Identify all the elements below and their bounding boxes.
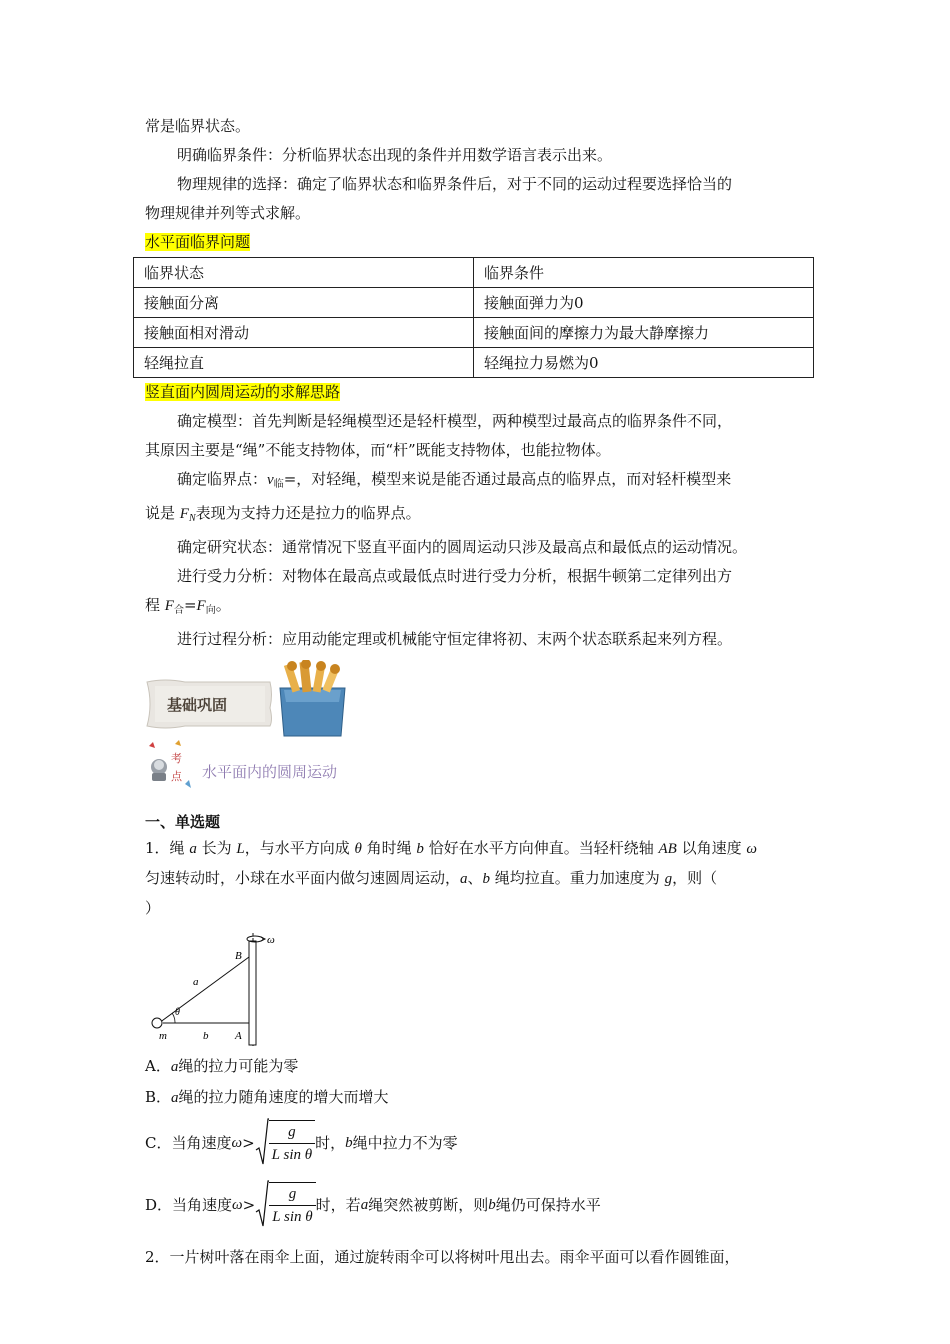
option-text: 绳中拉力不为零 [352,1134,458,1152]
math-var: b [345,1135,353,1151]
section-heading: 一、单选题 [145,813,221,831]
paragraph-model: 确定模型：首先判断是轻绳模型还是轻杆模型，两种模型过最高点的临界条件不同， [177,412,733,430]
table-cell: 接触面相对滑动 [134,318,474,348]
text-span: 匀速转动时，小球在水平面内做匀速圆周运动， [145,869,461,887]
math-var: ω [231,1135,243,1151]
topic-header [145,740,815,800]
option-text: 绳的拉力随角速度的增大而增大 [178,1088,389,1106]
table-cell: 接触面弹力为0 [474,288,814,318]
paragraph-process-analysis: 进行过程分析：应用动能定理或机械能守恒定律将初、末两个状态联系起来列方程。 [177,630,733,648]
kaodian-top: 考 [171,752,182,765]
kaodian-badge-icon [145,740,201,796]
label-m: m [159,1030,167,1042]
text-span: 绳均拉直。重力加速度为 [490,869,665,887]
highlight-title: 竖直面内圆周运动的求解思路 [145,383,341,401]
math-var: a [360,1197,369,1213]
paragraph-research-state: 确定研究状态：通常情况下竖直平面内的圆周运动只涉及最高点和最低点的运动情况。 [177,538,748,556]
sqrt-sign [255,1118,269,1168]
math-var: ω [746,841,757,857]
math-var: F [179,506,189,522]
question-1-figure [145,923,815,1051]
text-span: ，与水平方向成 [244,839,355,857]
option-label: A． [145,1057,171,1075]
label-theta: θ [175,1007,180,1018]
text-span: = [183,596,197,614]
paragraph-critical-point-cont [145,499,815,533]
text-span: 程 [145,596,165,614]
table-cell: 轻绳拉直 [134,348,474,378]
math-symbol: > [242,1134,255,1152]
sqrt-fraction [255,1180,315,1230]
text-span: 确定临界点： [177,470,268,488]
math-var: b [416,841,424,857]
math-var: a [170,1059,179,1075]
text-span: 恰好在水平方向伸直。当轻杆绕轴 [423,839,659,857]
intro-paragraph-laws-cont: 物理规律并列等式求解。 [145,204,311,222]
text-span: 说是 [145,504,180,522]
paragraph-critical-point [145,465,815,499]
math-var: v [267,472,274,488]
option-C[interactable] [145,1113,815,1173]
math-var: a [171,1090,179,1106]
text-span: ，则（ [672,869,718,887]
subscript: 临 [273,479,284,490]
math-var: b [482,871,491,887]
question-number: 1． [145,839,170,857]
denominator: L sin θ [272,1209,313,1225]
sqrt-sign [255,1180,269,1230]
text-span: 。 [215,596,231,614]
math-var: L [236,841,245,857]
subscript: N [188,513,196,524]
table-header-cell: 临界状态 [134,258,474,288]
text-span: 角时绳 [361,839,417,857]
label-A: A [235,1030,242,1042]
math-var: AB [658,841,677,857]
option-label: C． [145,1134,172,1152]
math-var: g [664,871,673,887]
paragraph-model-cont: 其原因主要是“绳”不能支持物体，而“杆”既能支持物体，也能拉物体。 [145,441,611,459]
question-1-line-3: ） [145,899,161,917]
text-span: =，对轻绳，模型来说是能否通过最高点的临界点，而对轻杆模型来 [283,470,732,488]
label-b: b [203,1030,209,1042]
question-1-line-1 [145,834,815,864]
option-text: 绳仍可保持水平 [495,1196,601,1214]
table-cell: 接触面分离 [134,288,474,318]
table-header-row [134,258,814,288]
rod-diagram [145,927,295,1051]
question-text: 一片树叶落在雨伞上面，通过旋转雨伞可以将树叶甩出去。雨伞平面可以看作圆锥面， [169,1248,740,1266]
label-B: B [235,950,242,962]
numerator: g [269,1183,315,1206]
option-text: 时，若 [315,1196,361,1214]
math-var: F [164,598,174,614]
intro-line: 常是临界状态。 [145,117,251,135]
subscript: 向 [205,605,216,616]
label-a: a [193,976,199,988]
table-row [134,318,814,348]
text-span: 表现为支持力还是拉力的临界点。 [195,504,421,522]
label-omega: ω [267,934,275,946]
math-var: F [196,598,206,614]
option-D[interactable] [145,1173,815,1237]
numerator: g [269,1121,315,1144]
math-var: ω [232,1197,243,1213]
question-1-line-2 [145,864,815,894]
math-var: a [460,871,468,887]
text-span: 长为 [196,839,237,857]
intro-paragraph-conditions: 明确临界条件：分析临界状态出现的条件并用数学语言表示出来。 [177,146,613,164]
topic-label: 水平面内的圆周运动 [202,763,338,781]
text-span: 、 [467,869,483,887]
denominator: L sin θ [271,1147,313,1163]
math-symbol: > [242,1196,256,1214]
intro-paragraph-laws [145,170,815,199]
option-label: D． [145,1196,173,1214]
math-var: θ [354,841,362,857]
kaodian-bottom: 点 [171,770,182,783]
question-2-line-1 [145,1243,815,1272]
table-cell: 轻绳拉力易燃为0 [474,348,814,378]
table-row [134,348,814,378]
option-text: 绳的拉力可能为零 [178,1057,299,1075]
rod [249,941,256,1045]
option-A[interactable] [145,1051,815,1082]
banner-text: 基础巩固 [167,696,228,714]
option-text: 当角速度 [171,1134,232,1152]
table-header-cell: 临界条件 [474,258,814,288]
text-span: 物理规律的选择：确定了临界状态和临界条件后，对于不同的运动过程要选择恰当的 [177,175,733,193]
subscript: 合 [173,605,184,616]
option-text: 当角速度 [172,1196,233,1214]
section-title-vertical [145,378,815,407]
text-span: 以角速度 [676,839,747,857]
sqrt-fraction [255,1118,315,1168]
table-cell: 接触面间的摩擦力为最大静摩擦力 [474,318,814,348]
paragraph-force-analysis-cont [145,591,815,625]
text-span: 绳 [169,839,190,857]
option-text: 时， [315,1134,346,1152]
option-text: 绳突然被剪断，则 [368,1196,489,1214]
banner-graphic [145,660,365,740]
option-label: B． [145,1088,172,1106]
section-title-horizontal [145,228,815,257]
question-number: 2． [145,1248,170,1266]
table-row [134,288,814,318]
math-var: a [189,841,197,857]
critical-table [133,257,814,378]
highlight-title: 水平面临界问题 [145,233,251,251]
math-var: b [488,1197,496,1213]
paragraph-force-analysis: 进行受力分析：对物体在最高点或最低点时进行受力分析，根据牛顿第二定律列出方 [177,567,733,585]
fraction [269,1120,315,1166]
basic-consolidation-banner [145,660,815,740]
ball [152,1018,162,1028]
option-B[interactable] [145,1082,815,1113]
document-content [145,112,815,1272]
fraction [269,1182,315,1228]
